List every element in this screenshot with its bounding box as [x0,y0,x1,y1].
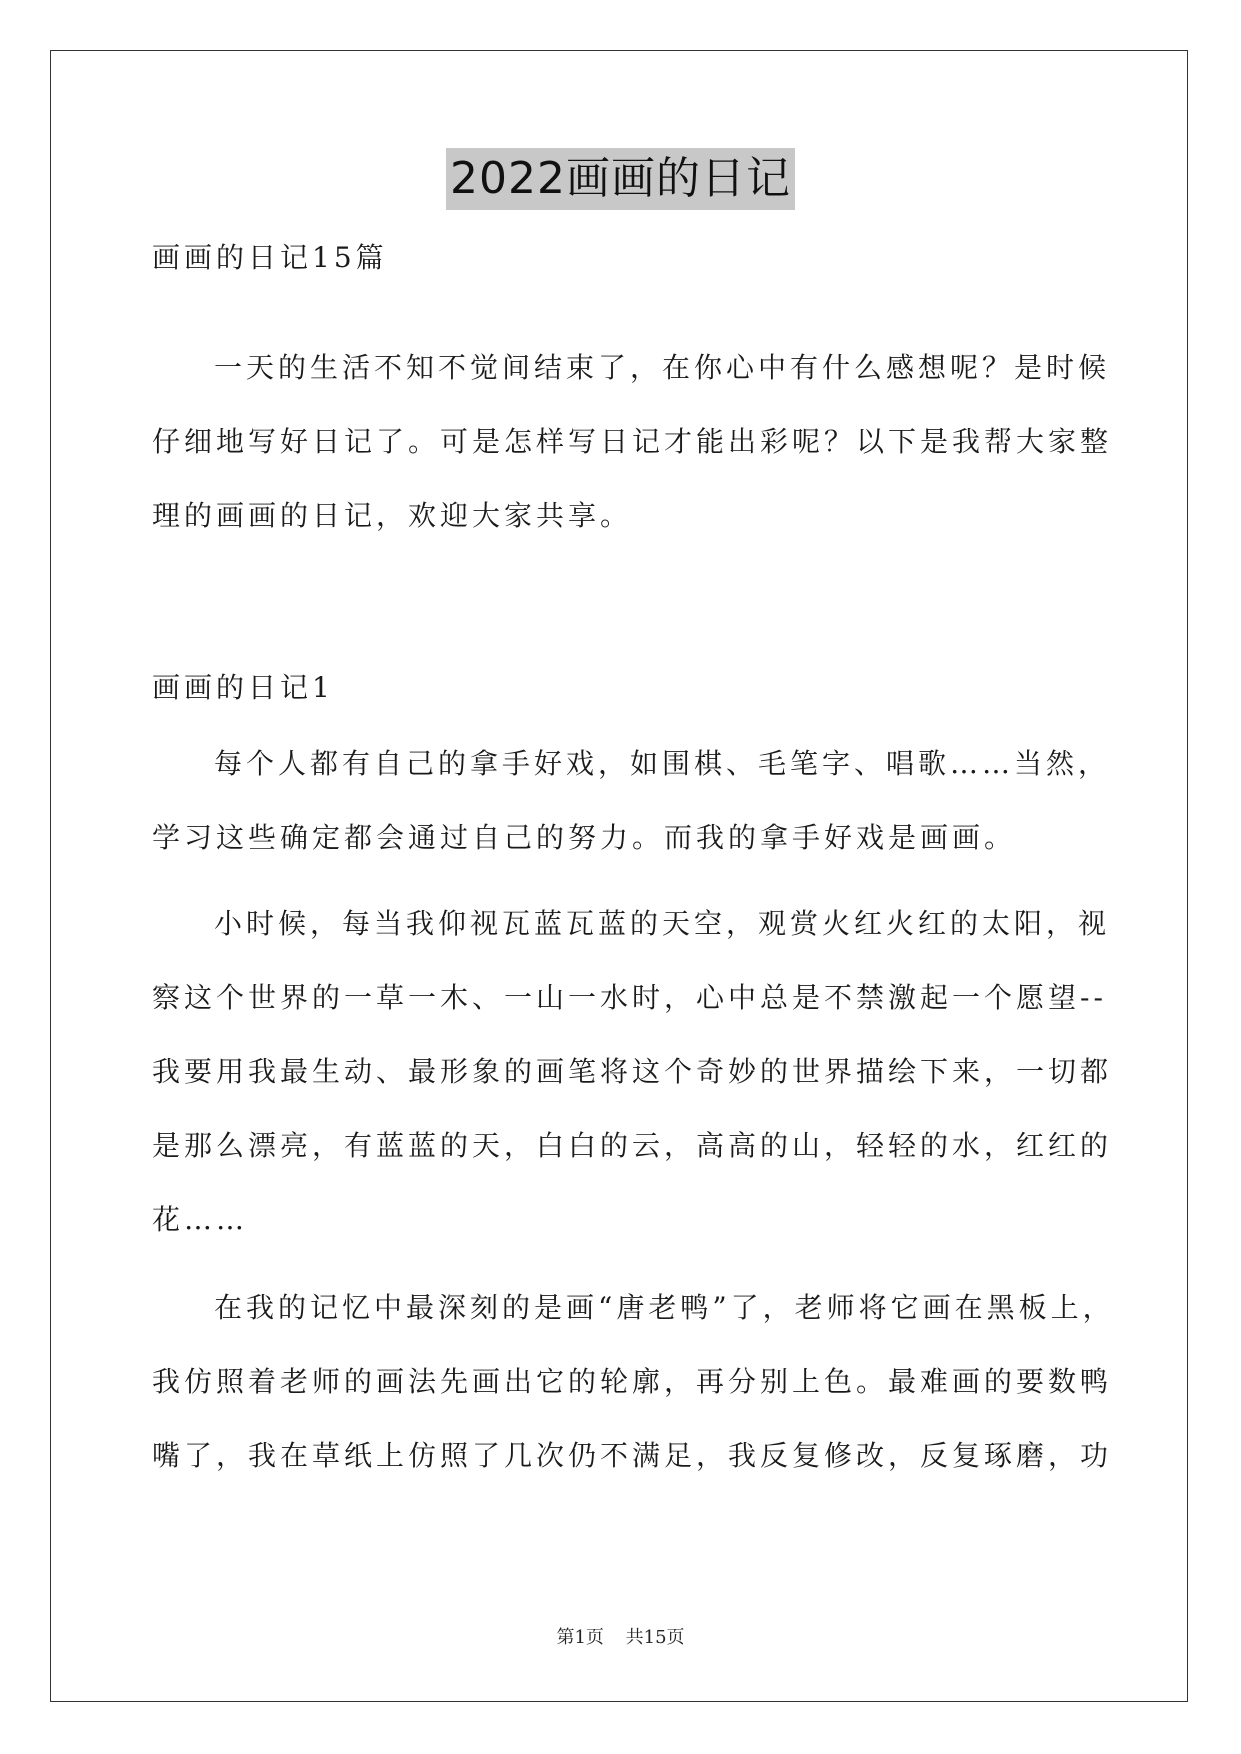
intro-line: 理的画画的日记，欢迎大家共享。 [152,499,633,532]
intro-line: 仔细地写好日记了。可是怎样写日记才能出彩呢？以下是我帮大家整 [152,425,1113,458]
intro-line: 一天的生活不知不觉间结束了，在你心中有什么感想呢？是时候 [214,351,1111,384]
body-line: 察这个世界的一草一木、一山一水时，心中总是不禁激起一个愿望-- [152,981,1107,1014]
title-container [0,148,1241,210]
body-line: 花…… [152,1203,249,1236]
body-line: 每个人都有自己的拿手好戏，如围棋、毛笔字、唱歌……当然， [214,747,1111,780]
body-line: 我仿照着老师的画法先画出它的轮廓，再分别上色。最难画的要数鸭 [152,1365,1113,1398]
page-total: 共15页 [625,1627,685,1648]
body-line: 嘴了，我在草纸上仿照了几次仍不满足，我反复修改，反复琢磨，功 [152,1439,1113,1472]
page-footer [0,1626,1241,1650]
body-line: 小时候，每当我仰视瓦蓝瓦蓝的天空，观赏火红火红的太阳，视 [214,907,1111,940]
body-line: 我要用我最生动、最形象的画笔将这个奇妙的世界描绘下来，一切都 [152,1055,1113,1088]
body-line: 是那么漂亮，有蓝蓝的天，白白的云，高高的山，轻轻的水，红红的 [152,1129,1113,1162]
body-line: 在我的记忆中最深刻的是画“唐老鸭”了，老师将它画在黑板上， [214,1291,1115,1324]
section-heading: 画画的日记1 [152,671,334,704]
body-line: 学习这些确定都会通过自己的努力。而我的拿手好戏是画画。 [152,821,1017,854]
document-subtitle: 画画的日记15篇 [152,241,388,274]
page-number: 第1页 [556,1627,604,1648]
document-title: 2022画画的日记 [446,148,795,210]
